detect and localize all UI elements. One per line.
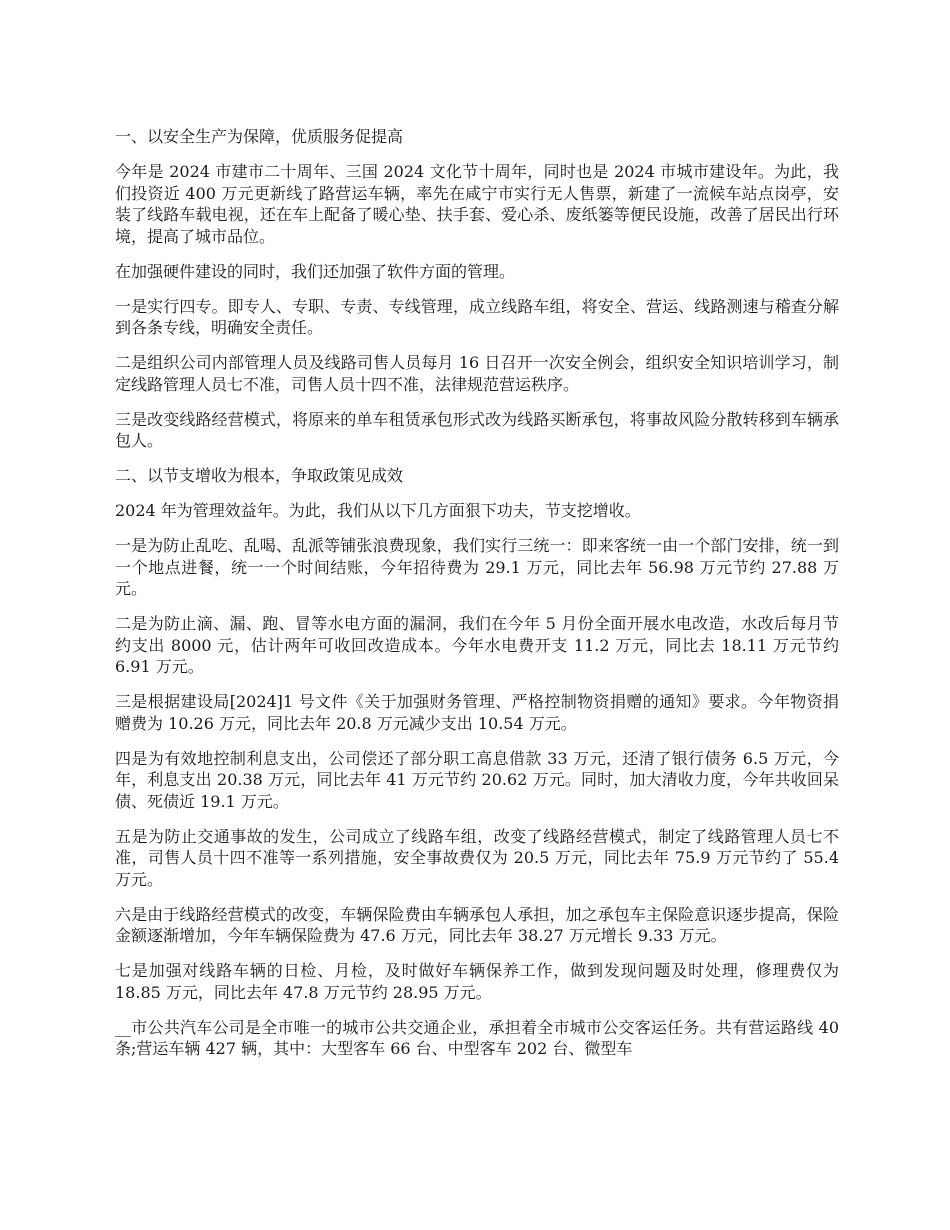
section-heading-1: 一、以安全生产为保障，优质服务促提高 [115, 127, 404, 146]
paragraph: 三是改变线路经营模式，将原来的单车租赁承包形式改为线路买断承包，将事故风险分散转移到车辆承包人。 [115, 409, 839, 450]
paragraph: 一是为防止乱吃、乱喝、乱派等铺张浪费现象，我们实行三统一：即来客统一由一个部门安排，统一到一个地点进餐，统一一个时间结账，今年招待费为 29.1 万元，同比去年 56.98 万元节约 27.88 万元。 [115, 536, 839, 598]
paragraph: 二是为防止滴、漏、跑、冒等水电方面的漏洞，我们在今年 5 月份全面开展水电改造，水改后每月节约支出 8000 元，估计两年可收回改造成本。今年水电费开支 11.2 万元，同比去 18.11 万元节约 6.91 万元。 [115, 614, 839, 676]
paragraph: 一是实行四专。即专人、专职、专责、专线管理，成立线路车组，将安全、营运、线路测速与稽查分解到各条专线，明确安全责任。 [115, 296, 839, 337]
section-heading-2: 二、以节支增收为根本，争取政策见成效 [115, 466, 404, 485]
paragraph: 2024 年为管理效益年。为此，我们从以下几方面狠下功夫，节支挖增收。 [115, 501, 641, 520]
paragraph: 四是为有效地控制利息支出，公司偿还了部分职工高息借款 33 万元，还清了银行债务 6.5 万元，今年，利息支出 20.38 万元，同比去年 41 万元节约 20.62 万元。同时，加大清收力度，今年共收回呆债、死债近 19.1 万元。 [115, 748, 839, 811]
paragraph: 六是由于线路经营模式的改变，车辆保险费由车辆承包人承担，加之承包车主保险意识逐步提高，保险金额逐渐增加，今年车辆保险费为 47.6 万元，同比去年 38.27 万元增长 9.33 万元。 [115, 904, 839, 945]
paragraph: 在加强硬件建设的同时，我们还加强了软件方面的管理。 [115, 261, 516, 281]
paragraph: 三是根据建设局[2024]1 号文件《关于加强财务管理、严格控制物资捐赠的通知》要求。今年物资捐赠费为 10.26 万元，同比去年 20.8 万元减少支出 10.54 万元。 [115, 692, 839, 733]
paragraph: 二是组织公司内部管理人员及线路司售人员每月 16 日召开一次安全例会，组织安全知识培训学习，制定线路管理人员七不准，司售人员十四不准，法律规范营运秩序。 [115, 353, 839, 394]
paragraph: 七是加强对线路车辆的日检、月检，及时做好车辆保养工作，做到发现问题及时处理，修理费仅为 18.85 万元，同比去年 47.8 万元节约 28.95 万元。 [115, 961, 839, 1002]
document-page [115, 126, 839, 1073]
paragraph: __市公共汽车公司是全市唯一的城市公共交通企业，承担着全市城市公交客运任务。共有营运路线 40 条;营运车辆 427 辆，其中：大型客车 66 台、中型客车 202 台、微型车 [115, 1017, 839, 1058]
paragraph: 今年是 2024 市建市二十周年、三国 2024 文化节十周年，同时也是 2024 市城市建设年。为此，我们投资近 400 万元更新线了路营运车辆，率先在咸宁市实行无人售票，新建了一流候车站点岗亭，安装了线路车载电视，还在车上配备了暖心垫、扶手套、爱心杀、废纸篓等便民设施，改善了居民出行环境，提高了城市品位。 [115, 162, 839, 246]
paragraph: 五是为防止交通事故的发生，公司成立了线路车组，改变了线路经营模式，制定了线路管理人员七不准，司售人员十四不准等一系列措施，安全事故费仅为 20.5 万元，同比去年 75.9 万元节约了 55.4 万元。 [115, 826, 839, 889]
